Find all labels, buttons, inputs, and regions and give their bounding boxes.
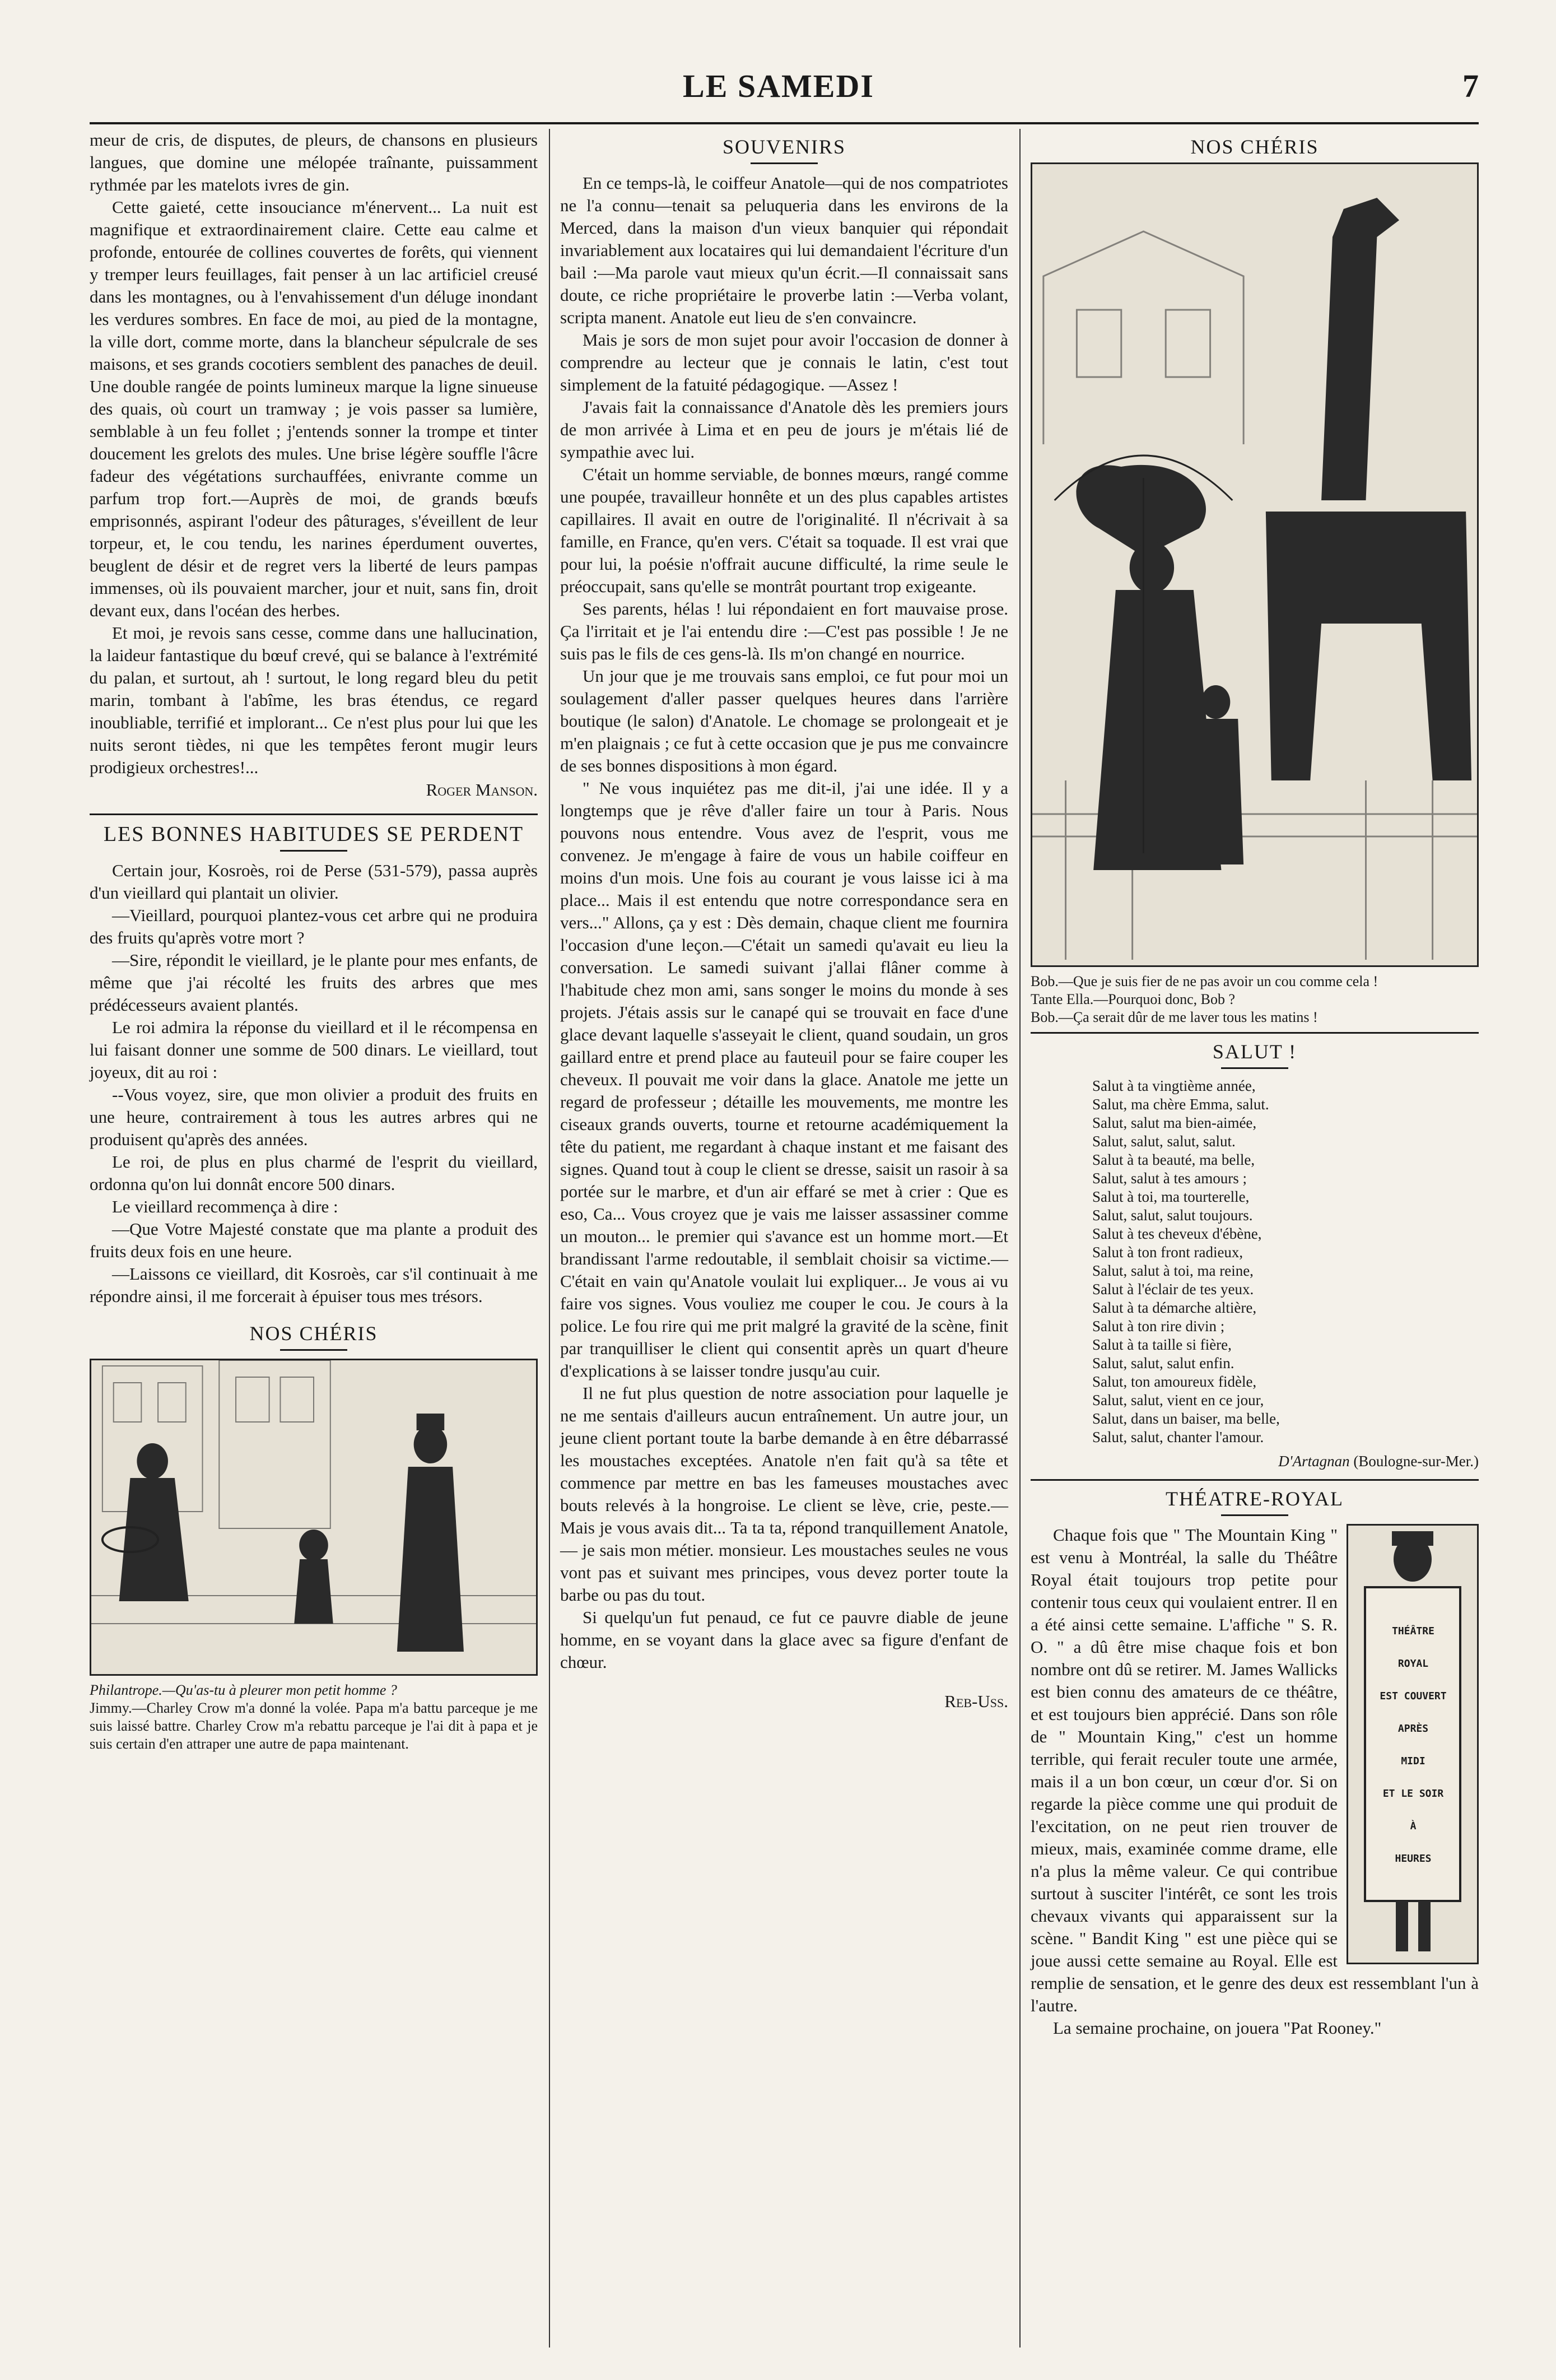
poem-line: Salut, salut, salut toujours.	[1092, 1207, 1253, 1224]
paragraph: —Sire, répondit le vieillard, je le plante pour mes enfants, de même que j'ai récolté les fruits des arbres que mes prédécesseurs avaient plantés.	[90, 950, 538, 1015]
poem-line: Salut, salut, salut, salut.	[1092, 1133, 1236, 1150]
paragraph: J'avais fait la connaissance d'Anatole dès les premiers jours de mon arrivée à Lima et en peu de jours je m'étais lié de sympathie avec lui.	[560, 397, 1008, 462]
section-title: LES BONNES HABITUDES SE PERDENT	[103, 822, 524, 846]
title-rule	[280, 1349, 347, 1351]
poem-line: Salut à ta beauté, ma belle,	[1092, 1151, 1255, 1168]
poem-line: Salut à ta vingtième année,	[1092, 1077, 1256, 1094]
sign-word: EST COUVERT	[1380, 1690, 1447, 1702]
poem-salut	[1031, 1077, 1479, 1447]
title-rule	[751, 162, 818, 164]
paragraph: Ses parents, hélas ! lui répondaient en fort mauvaise prose. Ça l'irritait et je l'ai entendu dire :—C'est pas possible ! Je ne suis pas le fils de ces gens-là. Ils m'on changé en nourrice.	[560, 599, 1008, 663]
caption-line: Bob.—Ça serait dûr de me laver tous les matins !	[1031, 1009, 1318, 1025]
poem-line: Salut, salut, salut enfin.	[1092, 1355, 1234, 1372]
column-divider	[1019, 129, 1021, 2348]
paragraph: En ce temps-là, le coiffeur Anatole—qui de nos compatriotes ne l'a connu—tenait sa peluqueria dans les environs de la Merced, dans la maison d'un vieux banquier qui répondait invariablement aux locataires qui lui demandaient l'écriture d'un bail :—Ma parole vaut mieux qu'un écrit.—Il connaissait sans doute, ce riche propriétaire le proverbe latin :—Verba volant, scripta manent. Anatole eut lieu de s'en convaincre.	[560, 173, 1008, 327]
poem-line: Salut, ton amoureux fidèle,	[1092, 1373, 1257, 1390]
paragraph: Il ne fut plus question de notre association pour laquelle je ne me sentais d'ailleurs aucun entraînement. Un autre jour, un jeune client portant toute la barbe demande à en être débarrassé les moustaches exceptées. Anatole n'en fait qu'à sa tête et commence par mettre en bas les fameuses moustaches avec bouts relevés à la hongroise. Le client se lève, crie, peste.—Mais je vous avais dit... Ta ta ta, répond tranquillement Anatole, — je sais mon métier. monsieur. Les moustaches seules ne vous vont pas et suivant mes principes, vous devez porter toute la barbe ou pas du tout.	[560, 1383, 1008, 1605]
article-signature: Roger Manson.	[426, 780, 538, 799]
poem-line: Salut à toi, ma tourterelle,	[1092, 1188, 1250, 1205]
title-rule	[1221, 1514, 1288, 1516]
article-signature: Reb-Uss.	[944, 1691, 1008, 1711]
paragraph: --Vous voyez, sire, que mon olivier a produit des fruits en une heure, contrairement à tous les autres arbres qui ne produisent qu'après des années.	[90, 1085, 538, 1149]
paragraph: Cette gaieté, cette insouciance m'énervent... La nuit est magnifique et extraordinairement claire. Cette eau calme et profonde, entourée de collines couvertes de forêts, qui viennent y tremper leurs feuillages, fait penser à un lac artificiel creusé dans les montagnes, ou à l'envahissement d'un déluge inondant les verdures sombres. En face de moi, au pied de la montagne, la ville dort, comme morte, dans la blancheur sépulcrale de ses maisons, et ses grands cocotiers semblent des panaches de deuil. Une double rangée de points lumineux marque la ligne sinueuse des quais, où court un tramway ; je vois passer sa lumière, semblable à un feu follet ; j'entends sonner la trompe et tinter doucement les grelots des mules. Une brise légère souffle l'âcre fadeur des végétations surchauffées, enivrante comme un parfum trop fort.—Auprès de moi, de grands bœufs emprisonnés, aspirant l'odeur des pâturages, s'éveillent de leur torpeur, et, le cou tendu, les narines éperdument ouvertes, beuglent de désir et de regret vers la liberté de leurs pampas immenses, où ils pouvaient marcher, jour et nuit, sans fin, droit devant eux, dans l'océan des herbes.	[90, 197, 538, 620]
poem-line: Salut, salut à toi, ma reine,	[1092, 1262, 1254, 1279]
section-rule	[90, 814, 538, 815]
masthead-title: LE SAMEDI	[683, 68, 874, 104]
paragraph: meur de cris, de disputes, de pleurs, de chansons en plusieurs langues, que domine une mélopée traînante, puissamment rythmée par les matelots ivres de gin.	[90, 130, 538, 194]
poem-line: Salut, salut, chanter l'amour.	[1092, 1429, 1264, 1445]
caption-line: Tante Ella.—Pourquoi donc, Bob ?	[1031, 991, 1236, 1007]
section-rule	[1031, 1479, 1479, 1481]
caption-line: Bob.—Que je suis fier de ne pas avoir un cou comme cela !	[1031, 973, 1378, 989]
paragraph: Le roi admira la réponse du vieillard et il le récompensa en lui faisant donner une somme de 500 dinars. Le vieillard, tout joyeux, dit au roi :	[90, 1017, 538, 1082]
sign-word: THÉÂTRE	[1392, 1625, 1434, 1637]
poem-place: (Boulogne-sur-Mer.)	[1353, 1453, 1479, 1470]
column-left	[90, 129, 538, 1753]
title-rule	[280, 850, 347, 852]
poem-line: Salut, salut à tes amours ;	[1092, 1170, 1247, 1187]
column-right	[1031, 129, 1479, 2039]
paragraph: Mais je sors de mon sujet pour avoir l'occasion de donner à comprendre au lecteur que je connais le latin, c'est tout simplement de la fatuité pédagogique. —Assez !	[560, 330, 1008, 394]
paragraph: " Ne vous inquiétez pas me dit-il, j'ai une idée. Il y a longtemps que je rêve d'aller faire un tour à Paris. Nous pouvons nous entendre. Vous avez de l'esprit, vous me convenez. Je m'engage à faire de vous un habile coiffeur en moins d'un mois. Une fois au courant je vous laisse ici à ma place... Mais il est entendu que notre correspondance sera en vers..." Allons, ça y est : Dès demain, chaque client me fournira l'occasion d'une leçon.—C'était un samedi qu'avait eu lieu la conversation. Le samedi suivant j'allai flâner comme à l'habitude chez mon ami, sans songer le moins du monde à ses projets. J'étais assis sur le canapé qui se trouvait en face d'une glace devant laquelle s'asseyait le client, quand soudain, un gros gaillard entre et prend place au fauteuil pour se faire couper les cheveux. Il pouvait me voir dans la glace. Anatole me jette un regard de professeur ; détaille les mouvements, me montre les ciseaux grands ouverts, tourne et retourne académiquement la tête du patient, me regardant à chaque instant et me faisant des signes. Quand tout à coup le client se dresse, saisit un rasoir à sa portée sur le marbre, et d'un air effaré se met à crier : Que es eso, Ca... Vous croyez que je vais me laisser assassiner comme un mouton... le premier qui s'avance est un homme mort.—Et brandissant l'arme redoutable, il semblait choisir sa victime.—C'était en vain qu'Anatole voulait lui expliquer... Je vous ai vu faire vos signes. Vous vouliez me couper le cou. Je cours à la police. Le fou rire qui me prit malgré la gravité de la scène, finit par tranquilliser le client qui consentit après un quart d'heure d'explications à se laisser tondre jusqu'au cuir.	[560, 778, 1008, 1380]
poem-line: Salut à ta démarche altière,	[1092, 1299, 1257, 1316]
paragraph: —Laissons ce vieillard, dit Kosroès, car s'il continuait à me répondre ainsi, il me forcerait à épuiser tous mes trésors.	[90, 1264, 538, 1306]
sign-word: À	[1410, 1820, 1417, 1832]
poem-line: Salut à ta taille si fière,	[1092, 1336, 1232, 1353]
poem-line: Salut, ma chère Emma, salut.	[1092, 1096, 1269, 1113]
paragraph: —Que Votre Majesté constate que ma plante a produit des fruits deux fois en une heure.	[90, 1219, 538, 1261]
section-title: NOS CHÉRIS	[249, 1322, 378, 1345]
zoo-scene-illustration	[1032, 164, 1477, 965]
giraffe-cartoon-illustration	[1031, 162, 1479, 967]
sign-word: ET LE SOIR	[1382, 1788, 1444, 1800]
poem-line: Salut, salut ma bien-aimée,	[1092, 1114, 1257, 1131]
sign-word: HEURES	[1395, 1853, 1432, 1865]
theatre-article	[1031, 1524, 1479, 2039]
column-divider	[549, 129, 550, 2348]
paragraph: —Vieillard, pourquoi plantez-vous cet arbre qui ne produira des fruits qu'après votre mort ?	[90, 905, 538, 947]
poem-line: Salut à ton rire divin ;	[1092, 1318, 1225, 1335]
section-title: SOUVENIRS	[722, 136, 846, 158]
title-rule	[1221, 1067, 1288, 1069]
caption-line: Philantrope.—Qu'as-tu à pleurer mon petit homme ?	[90, 1682, 397, 1698]
paragraph: Chaque fois que " The Mountain King " est venu à Montréal, la salle du Théâtre Royal était toujours trop petite pour contenir tous ceux qui voulaient entrer. Il en a été ainsi cette semaine. L'affiche " S. R. O. " a dû être mise chaque fois et bon nombre ont dû se retirer. M. James Wallicks est bien connu des amateurs de ce théâtre, et est toujours bien apprécié. Dans son rôle de " Mountain King," c'est un homme terrible, qui ferait reculer toute une armée, mais il a un bon cœur, un cœur d'or. Si on regarde la pièce comme une qui produit de l'excitation, on ne peut rien trouver de mieux, mais, examinée comme drame, elle n'a plus la même valeur. Ce qui contribue surtout à susciter l'intérêt, ce sont les trois chevaux vivants qui apparaissent sur la scène. " Bandit King " est une pièce qui se joue aussi cette semaine au Royal. Elle est remplie de sensation, et le genre des deux est ressemblant l'un à l'autre.	[1031, 1525, 1479, 2015]
sign-word: ROYAL	[1397, 1658, 1429, 1670]
poem-line: Salut à tes cheveux d'ébène,	[1092, 1225, 1262, 1242]
paragraph: Un jour que je me trouvais sans emploi, ce fut pour moi un soulagement d'aller passer quelques heures dans l'arrière boutique (le salon) d'Anatole. Le chomage se prolongeait et je m'en plaignais ; ce fut à cette occasion que je pus me convaincre de ses bonnes dispositions à mon égard.	[560, 666, 1008, 775]
poem-line: Salut, dans un baiser, ma belle,	[1092, 1410, 1280, 1427]
poem-author: D'Artagnan	[1278, 1453, 1350, 1470]
cartoon-illustration	[90, 1359, 538, 1676]
street-scene-illustration	[91, 1360, 536, 1674]
paragraph: Si quelqu'un fut penaud, ce fut ce pauvre diable de jeune homme, en se voyant dans la glace avec sa figure d'enfant de chœur.	[560, 1607, 1008, 1672]
paragraph: La semaine prochaine, on jouera "Pat Rooney."	[1053, 2018, 1382, 2038]
sign-word: APRÈS	[1397, 1723, 1429, 1735]
caption-line: Jimmy.—Charley Crow m'a donné la volée. Papa m'a battu parceque je me suis laissé battre. Charley Crow m'a rebattu parceque je l'ai dit à papa et je suis certain d'en attraper une autre de papa maintenant.	[90, 1700, 538, 1752]
sandwich-board-man-illustration	[1347, 1524, 1479, 1964]
poem-line: Salut à ton front radieux,	[1092, 1244, 1243, 1261]
poem-line: Salut à l'éclair de tes yeux.	[1092, 1281, 1254, 1298]
header-rule	[90, 122, 1479, 124]
poem-signature	[1031, 1450, 1479, 1472]
cartoon-caption	[90, 1681, 538, 1753]
paragraph: Et moi, je revois sans cesse, comme dans une hallucination, la laideur fantastique du bœuf crevé, qui se balance à l'extrémité du palan, et surtout, ah ! surtout, le long regard bleu du petit marin, tombant à l'abîme, les bras étendus, ce regard inoubliable, terrifié et implorant... Ce n'est plus pour lui que les nuits seront tièdes, ni que les tempêtes feront mugir leurs prodigieux orchestres!...	[90, 623, 538, 777]
section-title: THÉATRE-ROYAL	[1166, 1488, 1344, 1510]
paragraph: C'était un homme serviable, de bonnes mœurs, rangé comme une poupée, travailleur honnête et un des plus capables artistes capillaires. Il avait en outre de l'originalité. Il n'écrivait à sa famille, en France, qu'en vers. C'était sa toquade. Il est vrai que pour lui, la poésie n'offrait aucune difficulté, la rime seule le préoccupait, sans qu'elle se montrât pourtant trop exigeante.	[560, 464, 1008, 596]
section-title: SALUT !	[1212, 1040, 1297, 1063]
section-title: NOS CHÉRIS	[1190, 136, 1319, 158]
column-middle	[560, 129, 1008, 1713]
poem-line: Salut, salut, vient en ce jour,	[1092, 1392, 1264, 1409]
section-rule	[1031, 1032, 1479, 1034]
page-number: 7	[1462, 68, 1479, 104]
sign-word: MIDI	[1401, 1755, 1425, 1767]
paragraph: Certain jour, Kosroès, roi de Perse (531-579), passa auprès d'un vieillard qui plantait un olivier.	[90, 861, 538, 903]
cartoon-caption	[1031, 973, 1479, 1026]
paragraph: Le vieillard recommença à dire :	[112, 1197, 338, 1216]
paragraph: Le roi, de plus en plus charmé de l'esprit du vieillard, ordonna qu'on lui donnât encore 500 dinars.	[90, 1152, 538, 1194]
sandwich-board-text	[1368, 1615, 1458, 1875]
